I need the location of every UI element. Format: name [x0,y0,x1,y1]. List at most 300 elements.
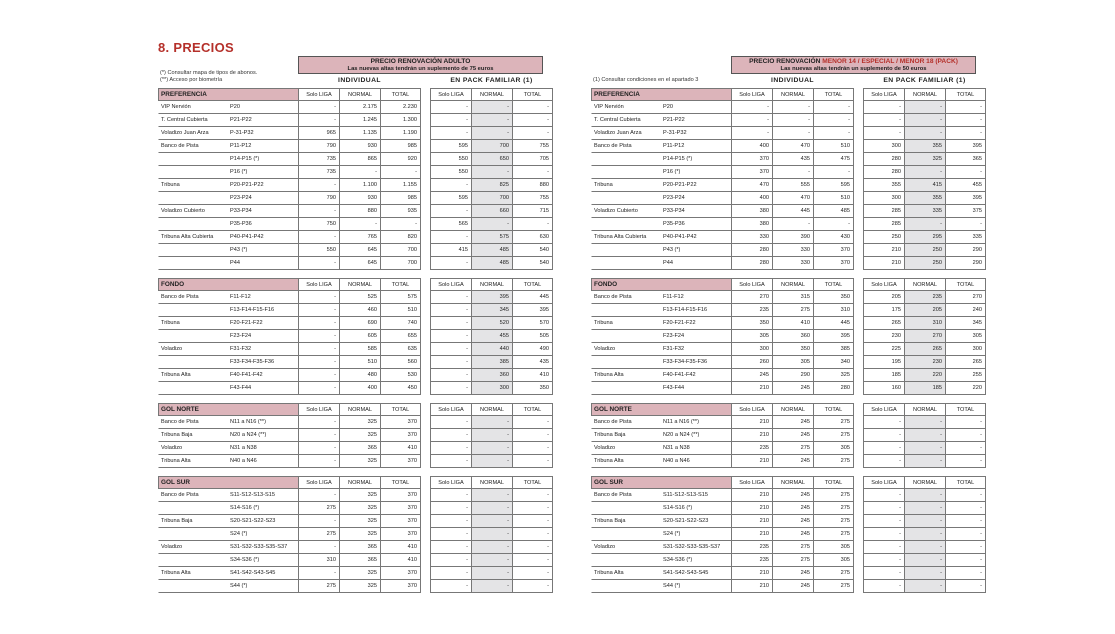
zone-cell: Voladizo [591,442,661,455]
individual-price-cell: 370 [731,166,772,179]
column-header-total: TOTAL [813,88,854,101]
table-row [158,192,553,205]
individual-price-cell: - [298,489,339,502]
individual-price-cell: 765 [339,231,380,244]
individual-price-cell: - [731,101,772,114]
family-price-cell: 395 [945,140,986,153]
zone-cell [158,257,228,270]
minor-banner [731,56,976,74]
family-price-cell: - [863,442,904,455]
individual-price-cell: - [380,166,421,179]
zone-cell [158,528,228,541]
sector-code-cell: F33-F34-F35-F36 [661,356,731,369]
individual-price-cell: 1.100 [339,179,380,192]
column-gap [421,114,430,127]
individual-price-cell: 275 [772,554,813,567]
family-price-cell: 540 [512,257,553,270]
family-price-cell: 755 [512,140,553,153]
sector-code-cell: N11 a N16 (**) [661,416,731,429]
sector-code-cell: S11-S12-S13-S15 [228,489,298,502]
zone-cell: Banco de Pista [158,140,228,153]
individual-price-cell: 485 [813,205,854,218]
family-price-cell: 325 [904,153,945,166]
individual-price-cell: 310 [813,304,854,317]
table-row [591,416,986,429]
section-title-fill [661,88,731,101]
column-gap [421,101,430,114]
family-price-cell: - [512,101,553,114]
family-price-cell: 290 [945,257,986,270]
individual-price-cell: - [772,101,813,114]
family-column-header-solo-liga: Solo LIGA [863,403,904,416]
price-table-gol-sur [591,476,986,593]
table-row [591,127,986,140]
table-row [591,554,986,567]
zone-cell: Banco de Pista [158,291,228,304]
column-gap [854,257,863,270]
table-row [158,317,553,330]
minor-price-panel [591,56,986,601]
table-row [158,416,553,429]
sector-code-cell: P-31-P32 [228,127,298,140]
table-row [158,291,553,304]
table-row [591,343,986,356]
family-price-cell: 175 [863,304,904,317]
family-price-cell: 445 [512,291,553,304]
zone-cell: T. Central Cubierta [591,114,661,127]
family-price-cell: - [512,567,553,580]
family-price-cell: 250 [863,231,904,244]
family-price-cell: 305 [945,330,986,343]
column-header-normal: NORMAL [339,476,380,489]
zone-cell [591,356,661,369]
sector-code-cell: P33-P34 [228,205,298,218]
table-row [158,114,553,127]
column-header-normal: NORMAL [772,476,813,489]
family-price-cell: - [904,541,945,554]
family-price-cell: 575 [471,231,512,244]
family-price-cell: - [863,101,904,114]
family-price-cell: - [430,356,471,369]
sector-code-cell: P16 (*) [661,166,731,179]
sector-code-cell: S31-S32-S33-S35-S37 [228,541,298,554]
table-row [158,580,553,593]
zone-cell: Tribuna Alta Cubierta [591,231,661,244]
zone-cell [158,580,228,593]
family-price-cell: 265 [863,317,904,330]
family-price-cell: - [863,541,904,554]
individual-price-cell: 645 [339,244,380,257]
individual-price-cell: 410 [772,317,813,330]
individual-price-cell: 210 [731,528,772,541]
individual-price-cell: 210 [731,502,772,515]
sector-code-cell: N40 a N46 [228,455,298,468]
individual-price-cell: 275 [813,580,854,593]
table-row [591,382,986,395]
column-gap [421,515,430,528]
footnote-abonos: (*) Consultar mapa de tipos de abonos. [160,70,258,76]
individual-price-cell: 305 [731,330,772,343]
individual-price-cell: 480 [339,369,380,382]
zone-cell: Voladizo [158,541,228,554]
family-price-cell: - [512,554,553,567]
family-price-cell: - [512,166,553,179]
individual-price-cell: 750 [298,218,339,231]
individual-price-cell: 410 [380,541,421,554]
individual-price-cell: 210 [731,567,772,580]
individual-price-cell: - [772,114,813,127]
individual-price-cell: 365 [339,554,380,567]
sector-code-cell: S24 (*) [228,528,298,541]
individual-price-cell: 305 [813,541,854,554]
zone-cell: Banco de Pista [591,489,661,502]
individual-price-cell: 275 [772,304,813,317]
zone-cell: Banco de Pista [158,416,228,429]
family-price-cell: - [863,489,904,502]
table-row [591,101,986,114]
family-price-cell: 280 [863,153,904,166]
column-gap [854,442,863,455]
individual-price-cell: 245 [772,416,813,429]
family-price-cell: - [945,429,986,442]
table-row [591,166,986,179]
individual-price-cell: 325 [339,429,380,442]
table-row [591,179,986,192]
zone-cell: Tribuna [158,317,228,330]
family-price-cell: - [512,580,553,593]
adult-banner [298,56,543,74]
column-header-total: TOTAL [813,476,854,489]
zone-cell: VIP Nervión [591,101,661,114]
individual-price-cell: 370 [380,515,421,528]
column-gap [421,455,430,468]
section-header-row [591,88,986,101]
family-header: EN PACK FAMILIAR (1) [450,77,533,84]
individual-price-cell: 245 [772,429,813,442]
table-row [591,304,986,317]
family-price-cell: 265 [945,356,986,369]
individual-price-cell: 245 [772,455,813,468]
column-gap [421,343,430,356]
section-header-row [591,278,986,291]
family-price-cell: - [430,257,471,270]
column-gap [421,166,430,179]
zone-cell: Tribuna Alta [591,455,661,468]
family-price-cell: 250 [904,257,945,270]
zone-cell [591,218,661,231]
zone-cell [591,257,661,270]
table-row [591,528,986,541]
family-price-cell: - [512,489,553,502]
individual-price-cell: 370 [380,416,421,429]
sector-code-cell: F20-F21-F22 [228,317,298,330]
family-price-cell: - [430,455,471,468]
table-row [158,205,553,218]
footnote-biometria: (**) Acceso por biometría [160,76,223,83]
individual-price-cell: 790 [298,192,339,205]
family-price-cell: - [904,101,945,114]
individual-price-cell: 275 [298,502,339,515]
column-header-total: TOTAL [380,278,421,291]
family-price-cell: - [945,114,986,127]
column-gap [854,403,863,416]
family-price-cell: - [945,218,986,231]
family-price-cell: 345 [471,304,512,317]
table-row [591,356,986,369]
individual-price-cell: 315 [772,291,813,304]
section-header-row [591,403,986,416]
individual-price-cell: 525 [339,291,380,304]
individual-price-cell: 325 [339,528,380,541]
family-price-cell: - [863,502,904,515]
individual-price-cell: 235 [731,442,772,455]
family-price-cell: - [512,515,553,528]
individual-price-cell: 510 [813,140,854,153]
table-row [591,489,986,502]
table-row [158,166,553,179]
table-row [591,244,986,257]
sector-code-cell: P43 (*) [661,244,731,257]
column-gap [854,88,863,101]
family-price-cell: - [430,330,471,343]
column-gap [421,416,430,429]
table-row [591,330,986,343]
family-price-cell: - [471,101,512,114]
individual-price-cell: 290 [772,369,813,382]
individual-price-cell: - [298,356,339,369]
section-title-fill [661,278,731,291]
family-price-cell: 195 [863,356,904,369]
column-gap [421,278,430,291]
table-row [158,528,553,541]
individual-price-cell: 370 [731,153,772,166]
family-price-cell: - [904,554,945,567]
family-price-cell: 285 [863,205,904,218]
zone-cell: Banco de Pista [591,416,661,429]
family-column-header-normal: NORMAL [904,88,945,101]
adult-header [158,56,553,88]
family-price-cell: - [512,114,553,127]
individual-price-cell: 930 [339,140,380,153]
individual-price-cell: 470 [772,140,813,153]
sector-code-cell: P14-P15 (*) [661,153,731,166]
individual-price-cell: 275 [813,502,854,515]
individual-price-cell: 280 [731,257,772,270]
family-price-cell: - [863,114,904,127]
price-table-gol-norte [591,403,986,468]
zone-cell [158,153,228,166]
family-price-cell: 220 [945,382,986,395]
individual-price-cell: - [298,179,339,192]
table-row [158,304,553,317]
individual-price-cell: - [772,218,813,231]
family-price-cell: - [430,567,471,580]
sector-code-cell: S24 (*) [661,528,731,541]
zone-cell: Tribuna Baja [591,515,661,528]
family-price-cell: 700 [471,192,512,205]
zone-cell: Tribuna Alta [158,455,228,468]
individual-price-cell: - [298,416,339,429]
family-price-cell: 700 [471,140,512,153]
family-price-cell: - [945,101,986,114]
table-row [158,140,553,153]
section-header-row [158,403,553,416]
table-row [158,231,553,244]
family-column-header-normal: NORMAL [904,278,945,291]
family-price-cell: - [904,567,945,580]
column-header-solo-liga: Solo LIGA [298,476,339,489]
individual-price-cell: 370 [380,429,421,442]
sector-code-cell: P20-P21-P22 [661,179,731,192]
zone-cell: Banco de Pista [158,489,228,502]
sector-code-cell: P11-P12 [661,140,731,153]
adult-banner-subtitle: Las nuevas altas tendrán un suplemento de 75 euros [347,65,494,72]
footnotes [160,70,257,83]
family-price-cell: - [945,442,986,455]
family-price-cell: - [945,502,986,515]
column-header-normal: NORMAL [772,403,813,416]
family-price-cell: 395 [945,192,986,205]
table-row [158,489,553,502]
family-price-cell: 160 [863,382,904,395]
individual-price-cell: 560 [380,356,421,369]
family-price-cell: - [430,416,471,429]
family-price-cell: - [430,502,471,515]
individual-price-cell: - [298,369,339,382]
individual-price-cell: 360 [772,330,813,343]
family-price-cell: 455 [471,330,512,343]
column-gap [421,476,430,489]
family-price-cell: 595 [430,192,471,205]
individual-price-cell: 370 [380,502,421,515]
sector-code-cell: P35-P36 [661,218,731,231]
family-price-cell: - [863,528,904,541]
individual-price-cell: - [813,114,854,127]
sector-code-cell: N20 a N24 (**) [228,429,298,442]
individual-price-cell: 2.230 [380,101,421,114]
individual-price-cell: 340 [813,356,854,369]
family-price-cell: - [904,455,945,468]
family-price-cell: 240 [945,304,986,317]
column-gap [421,528,430,541]
family-price-cell: 300 [945,343,986,356]
individual-price-cell: 380 [731,218,772,231]
column-header-total: TOTAL [380,403,421,416]
individual-price-cell: 555 [772,179,813,192]
sector-code-cell: P35-P36 [228,218,298,231]
individual-price-cell: 450 [380,382,421,395]
sector-code-cell: P44 [661,257,731,270]
family-price-cell: - [863,515,904,528]
individual-price-cell: - [813,166,854,179]
price-table-preferencia [591,88,986,270]
zone-cell [158,244,228,257]
column-gap [421,317,430,330]
sector-code-cell: F31-F32 [228,343,298,356]
family-column-header-total: TOTAL [512,476,553,489]
table-row [591,580,986,593]
sector-code-cell: F23-F24 [228,330,298,343]
individual-price-cell: 880 [339,205,380,218]
section-title: FONDO [591,278,661,291]
column-header-solo-liga: Solo LIGA [731,403,772,416]
individual-header: INDIVIDUAL [338,77,381,84]
sector-code-cell: S34-S36 (*) [661,554,731,567]
individual-price-cell: 700 [380,257,421,270]
family-price-cell: - [904,114,945,127]
column-header-solo-liga: Solo LIGA [298,403,339,416]
family-price-cell: - [471,502,512,515]
family-price-cell: 385 [471,356,512,369]
column-gap [854,369,863,382]
sector-code-cell: P43 (*) [228,244,298,257]
price-table-fondo [591,278,986,395]
zone-cell [158,192,228,205]
table-row [591,218,986,231]
minor-banner-subtitle: Las nuevas altas tendrán un suplemento de 50 euros [780,65,927,72]
column-gap [421,244,430,257]
family-price-cell: - [904,416,945,429]
sector-code-cell: N31 a N38 [661,442,731,455]
individual-price-cell: 935 [380,205,421,218]
family-price-cell: - [471,429,512,442]
column-header-total: TOTAL [380,476,421,489]
individual-price-cell: - [298,515,339,528]
family-column-header-total: TOTAL [945,278,986,291]
family-price-cell: - [430,205,471,218]
family-price-cell: 550 [430,166,471,179]
individual-price-cell: - [298,205,339,218]
sector-code-cell: P21-P22 [228,114,298,127]
individual-price-cell: 280 [813,382,854,395]
sector-code-cell: F40-F41-F42 [228,369,298,382]
individual-price-cell: 275 [813,416,854,429]
individual-price-cell: 275 [813,567,854,580]
family-price-cell: 880 [512,179,553,192]
individual-price-cell: 365 [339,541,380,554]
column-gap [421,567,430,580]
family-column-header-normal: NORMAL [904,403,945,416]
individual-price-cell: - [298,304,339,317]
family-column-header-solo-liga: Solo LIGA [430,278,471,291]
family-price-cell: 485 [471,257,512,270]
individual-price-cell: 370 [380,455,421,468]
family-price-cell: - [945,489,986,502]
section-title-fill [661,476,731,489]
table-row [591,205,986,218]
family-column-header-normal: NORMAL [471,88,512,101]
zone-cell: Voladizo Cubierto [591,205,661,218]
individual-price-cell: - [298,114,339,127]
section-title: PREFERENCIA [158,88,228,101]
section-header-row [158,88,553,101]
family-price-cell: - [430,304,471,317]
family-price-cell: - [471,528,512,541]
family-price-cell: 455 [945,179,986,192]
family-price-cell: - [904,528,945,541]
family-price-cell: 235 [904,291,945,304]
table-row [591,257,986,270]
table-row [591,192,986,205]
individual-price-cell: 275 [813,429,854,442]
individual-price-cell: - [298,343,339,356]
family-price-cell: 440 [471,343,512,356]
column-gap [421,179,430,192]
column-gap [854,179,863,192]
family-price-cell: 375 [945,205,986,218]
column-gap [854,101,863,114]
table-row [158,343,553,356]
